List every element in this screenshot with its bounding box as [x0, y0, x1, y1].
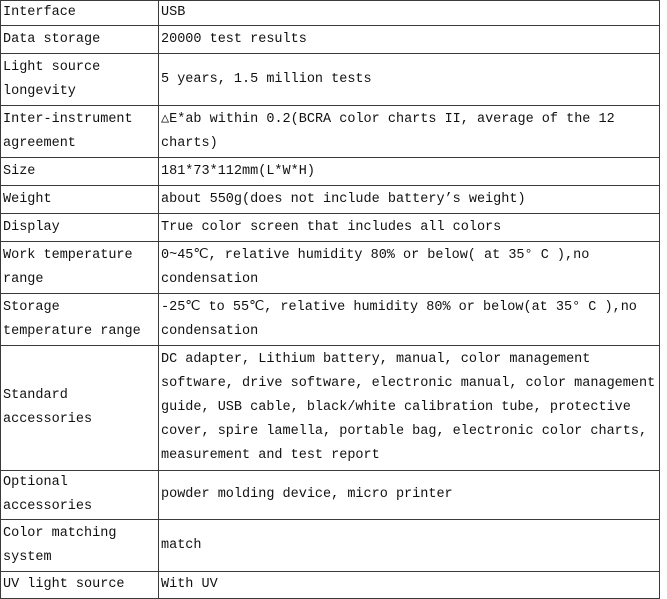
table-row	[1, 158, 660, 186]
spec-value: 0~45℃, relative humidity 80% or below( at 35° C ),no condensation	[159, 242, 660, 294]
table-row	[1, 186, 660, 214]
spec-value: powder molding device, micro printer	[159, 471, 660, 520]
spec-value: With UV	[159, 572, 660, 599]
spec-label: Light source longevity	[1, 54, 159, 106]
spec-value: DC adapter, Lithium battery, manual, color management software, drive software, electronic manual, color management guide, USB cable, black/white calibration tube, protective cover, spire lamella, portable bag, electronic color charts, measurement and test report	[159, 346, 660, 471]
spec-label: Size	[1, 158, 159, 186]
table-row	[1, 214, 660, 242]
spec-value: match	[159, 520, 660, 572]
spec-label: Weight	[1, 186, 159, 214]
spec-label: Display	[1, 214, 159, 242]
spec-value: USB	[159, 1, 660, 26]
spec-label: Storage temperature range	[1, 294, 159, 346]
spec-label: Standard accessories	[1, 346, 159, 471]
table-row	[1, 26, 660, 54]
spec-label: Interface	[1, 1, 159, 26]
table-row	[1, 54, 660, 106]
spec-value: 20000 test results	[159, 26, 660, 54]
table-row	[1, 471, 660, 520]
table-row	[1, 106, 660, 158]
spec-value: 181*73*112mm(L*W*H)	[159, 158, 660, 186]
table-row	[1, 242, 660, 294]
spec-label: Color matching system	[1, 520, 159, 572]
table-row	[1, 1, 660, 26]
spec-value: △E*ab within 0.2(BCRA color charts II, average of the 12 charts)	[159, 106, 660, 158]
spec-label: UV light source	[1, 572, 159, 599]
table-row	[1, 520, 660, 572]
spec-label: Work temperature range	[1, 242, 159, 294]
spec-label: Inter-instrument agreement	[1, 106, 159, 158]
spec-label: Optional accessories	[1, 471, 159, 520]
spec-value: about 550g(does not include battery’s weight)	[159, 186, 660, 214]
spec-value: 5 years, 1.5 million tests	[159, 54, 660, 106]
spec-value: -25℃ to 55℃, relative humidity 80% or below(at 35° C ),no condensation	[159, 294, 660, 346]
spec-value: True color screen that includes all colors	[159, 214, 660, 242]
spec-label: Data storage	[1, 26, 159, 54]
table-row	[1, 294, 660, 346]
table-row	[1, 346, 660, 471]
